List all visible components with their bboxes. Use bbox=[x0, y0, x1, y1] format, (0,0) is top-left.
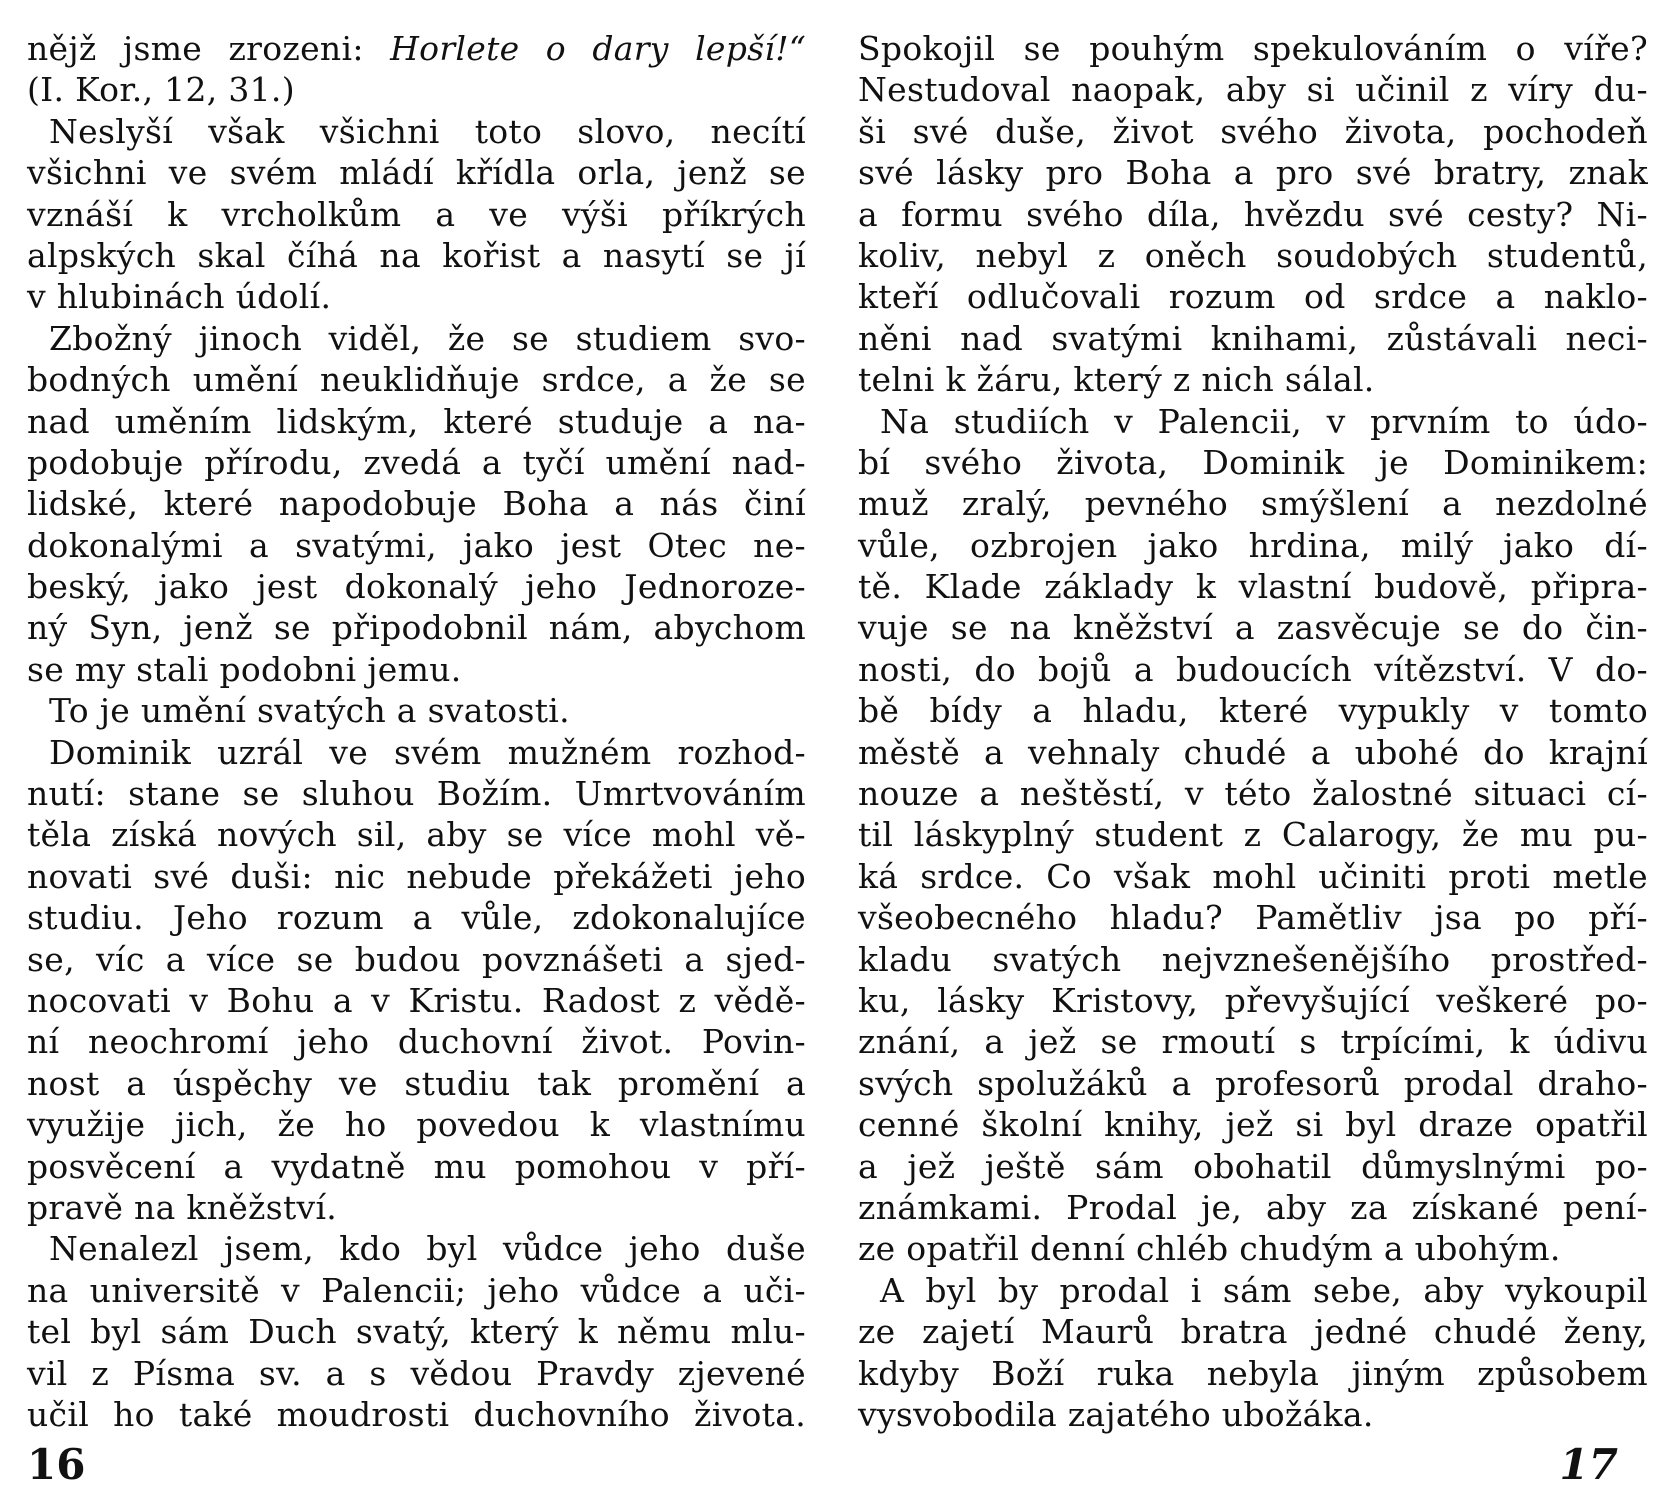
text-segment: ká srdce. Co však mohl učiniti proti metle bbox=[858, 856, 1648, 896]
text-line bbox=[858, 690, 1648, 731]
text-line bbox=[27, 111, 806, 152]
text-segment: vznáší k vrcholkům a ve výši příkrých bbox=[27, 194, 806, 234]
text-segment: všeobecného hladu? Pamětliv jsa po pří- bbox=[858, 898, 1648, 938]
text-line bbox=[858, 1311, 1648, 1352]
text-line bbox=[27, 939, 806, 980]
text-segment: vysvobodila zajatého ubožáka. bbox=[858, 1394, 1374, 1434]
text-segment: známkami. Prodal je, aby za získané pení- bbox=[858, 1187, 1648, 1227]
text-line bbox=[858, 111, 1648, 152]
text-line bbox=[858, 276, 1648, 317]
text-line bbox=[858, 856, 1648, 897]
text-segment: (I. Kor., 12, 31.) bbox=[27, 70, 295, 110]
text-segment: ný Syn, jenž se připodobnil nám, abychom bbox=[27, 608, 806, 648]
text-segment: znání, a jež se rmoutí s trpícími, k údivu bbox=[858, 1022, 1648, 1062]
text-line bbox=[27, 856, 806, 897]
text-segment: podobuje přírodu, zvedá a tyčí umění nad- bbox=[27, 442, 806, 482]
text-segment: nouze a neštěstí, v této žalostné situaci cí- bbox=[858, 774, 1648, 814]
text-segment: Zbožný jinoch viděl, že se studiem svo- bbox=[49, 318, 806, 358]
text-segment: nocovati v Bohu a v Kristu. Radost z vědě- bbox=[27, 980, 806, 1020]
text-line bbox=[27, 318, 806, 359]
text-segment: ku, lásky Kristovy, převyšující veškeré po- bbox=[858, 980, 1648, 1020]
text-line bbox=[858, 773, 1648, 814]
text-line bbox=[27, 566, 806, 607]
text-segment: a jež ještě sám obohatil důmyslnými po- bbox=[858, 1146, 1648, 1186]
text-line bbox=[27, 1021, 806, 1062]
text-line bbox=[27, 152, 806, 193]
text-line bbox=[858, 1146, 1648, 1187]
text-segment: nosti, do bojů a budoucích vítězství. V do- bbox=[858, 649, 1648, 689]
text-segment: Dominik uzrál ve svém mužném rozhod- bbox=[49, 732, 806, 772]
text-segment: A byl by prodal i sám sebe, aby vykoupil bbox=[880, 1270, 1648, 1310]
text-line bbox=[858, 318, 1648, 359]
text-line bbox=[27, 1270, 806, 1311]
text-line bbox=[27, 690, 806, 731]
text-segment: využije jich, že ho povedou k vlastnímu bbox=[27, 1105, 806, 1145]
text-line bbox=[27, 980, 806, 1021]
text-line bbox=[858, 566, 1648, 607]
text-line bbox=[27, 235, 806, 276]
text-line bbox=[858, 897, 1648, 938]
text-line bbox=[858, 1021, 1648, 1062]
text-segment: své lásky pro Boha a pro své bratry, znak bbox=[858, 153, 1648, 193]
text-segment: Nenalezl jsem, kdo byl vůdce jeho duše bbox=[49, 1229, 806, 1269]
text-segment: něni nad svatými knihami, zůstávali neci- bbox=[858, 318, 1648, 358]
text-segment: telni k žáru, který z nich sálal. bbox=[858, 360, 1375, 400]
text-segment: a formu svého díla, hvězdu své cesty? Ni- bbox=[858, 194, 1648, 234]
text-line bbox=[858, 939, 1648, 980]
text-segment: se my stali podobni jemu. bbox=[27, 649, 462, 689]
text-line bbox=[27, 525, 806, 566]
text-segment: nějž jsme zrozeni: bbox=[27, 29, 391, 68]
text-line bbox=[858, 649, 1648, 690]
text-line bbox=[858, 814, 1648, 855]
text-segment: ze zajetí Maurů bratra jedné chudé ženy, bbox=[858, 1312, 1648, 1352]
left-text-column bbox=[27, 28, 806, 1435]
text-line bbox=[27, 359, 806, 400]
text-line bbox=[27, 401, 806, 442]
text-line bbox=[27, 897, 806, 938]
text-line bbox=[858, 607, 1648, 648]
text-line bbox=[858, 28, 1648, 69]
text-segment: Neslyší však všichni toto slovo, necítí bbox=[49, 111, 806, 151]
text-line bbox=[858, 235, 1648, 276]
text-line bbox=[858, 194, 1648, 235]
text-segment: učil ho také moudrosti duchovního života. bbox=[27, 1394, 806, 1434]
text-segment: muž zralý, pevného smýšlení a nezdolné bbox=[858, 484, 1648, 524]
text-segment: svých spolužáků a profesorů prodal draho- bbox=[858, 1063, 1648, 1103]
text-line bbox=[858, 1270, 1648, 1311]
text-segment: koliv, nebyl z oněch soudobých studentů, bbox=[858, 235, 1648, 275]
text-line bbox=[858, 69, 1648, 110]
text-segment: všichni ve svém mládí křídla orla, jenž se bbox=[27, 153, 806, 193]
page-number-left: 16 bbox=[27, 1440, 86, 1489]
text-segment: alpských skal číhá na kořist a nasytí se jí bbox=[27, 235, 806, 275]
text-line bbox=[858, 483, 1648, 524]
text-segment: beský, jako jest dokonalý jeho Jednoroze- bbox=[27, 567, 806, 607]
text-segment: lidské, které napodobuje Boha a nás činí bbox=[27, 484, 806, 524]
text-segment: v hlubinách údolí. bbox=[27, 277, 332, 317]
text-segment: til láskyplný student z Calarogy, že mu pu- bbox=[858, 815, 1648, 855]
text-segment: posvěcení a vydatně mu pomohou v pří- bbox=[27, 1146, 806, 1186]
text-segment: kteří odlučovali rozum od srdce a naklo- bbox=[858, 277, 1648, 317]
text-line bbox=[27, 28, 806, 69]
text-segment: vil z Písma sv. a s vědou Pravdy zjevené bbox=[27, 1353, 806, 1393]
text-line bbox=[27, 1146, 806, 1187]
text-segment: nutí: stane se sluhou Božím. Umrtvováním bbox=[27, 774, 806, 814]
text-segment: studiu. Jeho rozum a vůle, zdokonalujíce bbox=[27, 898, 806, 938]
text-line bbox=[858, 1228, 1648, 1269]
text-segment: bodných umění neuklidňuje srdce, a že se bbox=[27, 360, 806, 400]
text-line bbox=[27, 1353, 806, 1394]
text-line bbox=[858, 1394, 1648, 1435]
text-segment: bě bídy a hladu, které vypukly v tomto bbox=[858, 691, 1648, 731]
text-line bbox=[27, 1228, 806, 1269]
text-segment: nad uměním lidským, které studuje a na- bbox=[27, 401, 806, 441]
text-segment: bí svého života, Dominik je Dominikem: bbox=[858, 442, 1648, 482]
text-line bbox=[27, 276, 806, 317]
text-line bbox=[858, 980, 1648, 1021]
text-line bbox=[27, 1104, 806, 1145]
text-line bbox=[858, 732, 1648, 773]
text-line bbox=[27, 69, 806, 110]
text-segment: ši své duše, život svého života, pochodeň bbox=[858, 111, 1648, 151]
text-line bbox=[858, 359, 1648, 400]
text-segment: vuje se na kněžství a zasvěcuje se do čin- bbox=[858, 608, 1648, 648]
text-segment: Nestudoval naopak, aby si učinil z víry du- bbox=[858, 70, 1648, 110]
text-line bbox=[858, 1187, 1648, 1228]
text-line bbox=[27, 194, 806, 235]
text-segment: Na studiích v Palencii, v prvním to údo- bbox=[880, 401, 1648, 441]
text-segment: ní neochromí jeho duchovní život. Povin- bbox=[27, 1022, 806, 1062]
left-page bbox=[0, 0, 820, 1500]
text-line bbox=[27, 649, 806, 690]
text-segment: To je umění svatých a svatosti. bbox=[49, 691, 570, 731]
text-segment: na universitě v Palencii; jeho vůdce a uči- bbox=[27, 1270, 806, 1310]
text-segment: Spokojil se pouhým spekulováním o víře? bbox=[858, 29, 1648, 68]
text-segment: tel byl sám Duch svatý, který k němu mlu- bbox=[27, 1312, 806, 1352]
page-number-right: 17 bbox=[1559, 1440, 1618, 1489]
text-segment: vůle, ozbrojen jako hrdina, milý jako dí- bbox=[858, 525, 1648, 565]
text-line bbox=[27, 1394, 806, 1435]
text-line bbox=[27, 607, 806, 648]
text-segment: tě. Klade základy k vlastní budově, připra- bbox=[858, 567, 1648, 607]
text-line bbox=[858, 1104, 1648, 1145]
text-line bbox=[27, 773, 806, 814]
text-line bbox=[27, 1187, 806, 1228]
text-line bbox=[27, 1311, 806, 1352]
text-segment: těla získá nových sil, aby se více mohl vě- bbox=[27, 815, 806, 855]
right-page bbox=[829, 0, 1658, 1500]
text-line bbox=[858, 1063, 1648, 1104]
text-segment: ze opatřil denní chléb chudým a ubohým. bbox=[858, 1229, 1561, 1269]
text-segment: novati své duši: nic nebude překážeti jeho bbox=[27, 856, 806, 896]
text-line bbox=[27, 814, 806, 855]
text-line bbox=[858, 525, 1648, 566]
text-line bbox=[858, 442, 1648, 483]
text-segment: kdyby Boží ruka nebyla jiným způsobem bbox=[858, 1353, 1648, 1393]
text-line bbox=[858, 152, 1648, 193]
text-segment: dokonalými a svatými, jako jest Otec ne- bbox=[27, 525, 806, 565]
text-line bbox=[858, 401, 1648, 442]
text-segment: cenné školní knihy, jež si byl draze opatřil bbox=[858, 1105, 1648, 1145]
text-segment: pravě na kněžství. bbox=[27, 1187, 338, 1227]
right-text-column bbox=[858, 28, 1648, 1435]
text-segment: kladu svatých nejvznešenějšího prostřed- bbox=[858, 939, 1648, 979]
text-segment: městě a vehnaly chudé a ubohé do krajní bbox=[858, 732, 1648, 772]
italic-quote: Horlete o dary lepší!“ bbox=[390, 29, 806, 68]
text-line bbox=[858, 1353, 1648, 1394]
text-line bbox=[27, 442, 806, 483]
text-line bbox=[27, 1063, 806, 1104]
text-segment: nost a úspěchy ve studiu tak promění a bbox=[27, 1063, 806, 1103]
text-line bbox=[27, 483, 806, 524]
text-line bbox=[27, 732, 806, 773]
text-segment: se, víc a více se budou povznášeti a sjed- bbox=[27, 939, 806, 979]
